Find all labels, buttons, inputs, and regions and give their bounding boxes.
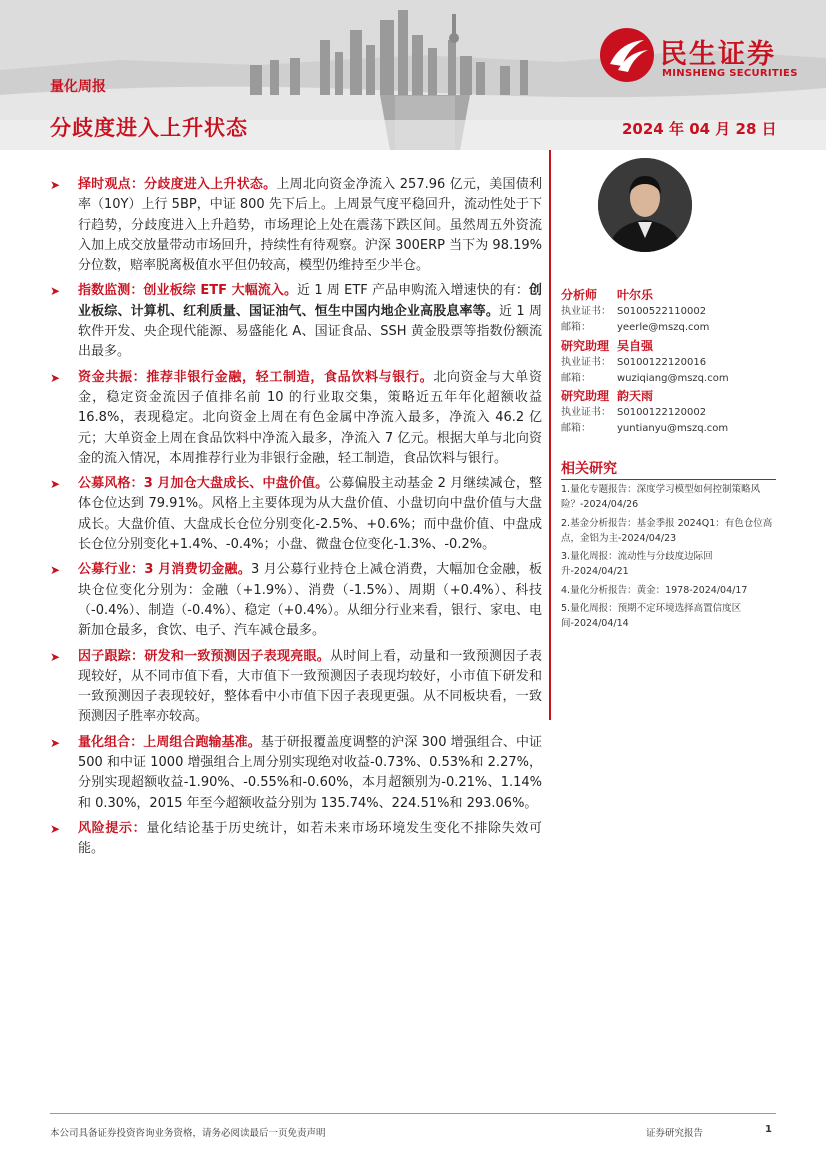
analyst-name: 韵天雨	[617, 389, 654, 404]
report-date: 2024 年 04 月 28 日	[622, 120, 777, 138]
company-logo	[598, 26, 808, 86]
paragraph-factor-tracking	[50, 647, 542, 728]
cert-number: S0100522110002	[617, 306, 707, 317]
related-research-list	[561, 482, 776, 635]
paragraph-tail: 近 1 周软件开发、央企现代能源、易盛能化 A、国证食品、SSH 黄金股票等指数份额流出最多。	[78, 303, 542, 360]
paragraph-quant-portfolio	[50, 733, 542, 814]
footer-report-label: 证券研究报告	[646, 1128, 704, 1139]
related-research-item[interactable]: 2.基金分析报告：基金季报 2024Q1：有色仓位高点，金铝为主-2024/04/23	[561, 517, 773, 544]
footer-divider	[50, 1113, 776, 1114]
paragraph-body: 量化结论基于历史统计，如若未来市场环境发生变化不排除失效可能。	[78, 820, 542, 857]
email-label: 邮箱：	[561, 372, 591, 384]
report-title: 分歧度进入上升状态	[50, 116, 248, 140]
paragraph-heading: 择时观点：分歧度进入上升状态。	[78, 177, 277, 192]
paragraph-heading: 公募风格：3 月加仓大盘成长、中盘价值。	[78, 476, 329, 492]
paragraph-heading: 公募行业：3 月消费切金融。	[78, 562, 252, 578]
related-research-title: 相关研究	[561, 461, 617, 477]
logo-chinese-name: 民生证券	[660, 39, 776, 70]
cert-label: 执业证书：	[561, 407, 611, 419]
related-research-item[interactable]: 4.量化分析报告：黄金：1978-2024/04/17	[561, 584, 748, 596]
paragraph-body: 北向资金与大单资金，稳定资金流因子值排名前 10 的行业取交集，策略近五年年化超额收益 16.8%，表现稳定。北向资金上周在有色金属中净流入最多，净流入 46.2 亿元；大单资金上周在食品饮料中净流入最多，净流入 7 亿元。根据大单与北向资金的流入情况，本周推荐行业为非银行金融，轻工制造，食品饮料与银行。	[78, 369, 542, 466]
analyst-photo	[598, 158, 692, 252]
related-research-item[interactable]: 5.量化周报：预期不定环境选择高置信度区间-2024/04/14	[561, 603, 742, 630]
analyst-entry	[561, 286, 781, 337]
email-address[interactable]: yeerle@mszq.com	[617, 322, 710, 334]
email-address[interactable]: yuntianyu@mszq.com	[617, 423, 729, 435]
header-banner	[0, 0, 826, 150]
analyst-portrait-image	[598, 158, 692, 252]
paragraph-body: 近 1 周 ETF 产品申购流入增速快的有：	[297, 283, 529, 299]
page-number: 1	[765, 1124, 772, 1135]
bullet-arrow-icon: ➤	[50, 735, 61, 750]
related-research-item[interactable]: 1.量化专题报告：深度学习模型如何控制策略风险？-2024/04/26	[561, 484, 761, 511]
bullet-arrow-icon: ➤	[50, 821, 61, 836]
main-content	[50, 175, 542, 865]
paragraph-body: 3 月公募行业持仓上减仓消费，大幅加仓金融，板块仓位变化分别为：金融（+1.9%）、消费（-1.5%）、周期（+0.4%）、科技（-0.4%）、制造（-0.4%）、稳定（+0.4%）。从细分行业来看，银行、家电、电新加仓最多，食饮、电子、汽车减仓最多。	[78, 562, 543, 639]
paragraph-fund-style	[50, 474, 542, 555]
cert-number: S0100122120016	[617, 356, 707, 368]
bullet-arrow-icon: ➤	[50, 370, 61, 385]
bullet-arrow-icon: ➤	[50, 477, 61, 492]
analyst-role: 研究助理	[561, 338, 610, 353]
paragraph-fund-industry	[50, 560, 542, 641]
column-divider	[549, 150, 551, 720]
paragraph-heading: 量化组合：上周组合跑输基准。	[78, 734, 261, 750]
email-address[interactable]: wuziqiang@mszq.com	[617, 372, 729, 384]
paragraph-bold-body: 创业板综、计算机、红利质量、国证油气、恒生中国内地企业高股息率等。	[78, 283, 542, 319]
analyst-role: 研究助理	[561, 389, 610, 404]
bullet-arrow-icon: ➤	[50, 563, 61, 578]
paragraph-body: 公募偏股主动基金 2 月继续减仓，整体仓位达到 79.91%。风格上主要体现为从大盘价值、小盘切向中盘价值与大盘成长。大盘价值、大盘成长仓位分别变化-2.5%、+0.6%；而中盘价值、中盘成长仓位分别变化+1.4%、-0.4%；小盘、微盘仓位变化-1.3%、-0.2%。	[78, 476, 542, 553]
analyst-name: 叶尔乐	[617, 288, 654, 302]
bullet-arrow-icon: ➤	[50, 284, 61, 299]
analyst-role: 分析师	[561, 288, 598, 302]
paragraph-risk-warning	[50, 819, 542, 860]
email-label: 邮箱：	[561, 423, 591, 435]
paragraph-heading: 指数监测：创业板综 ETF 大幅流入。	[78, 283, 298, 299]
paragraph-body: 从时间上看，动量和一致预测因子表现较好，从不同市值下看，大市值下一致预测因子表现均较好，小市值下研发和一致预测因子表现较好，整体看中小市值下因子表现更强。从不同板块看，一致预测因子胜率亦较高。	[78, 648, 542, 725]
cert-number: S0100122120002	[617, 407, 707, 419]
bullet-arrow-icon: ➤	[50, 649, 61, 664]
email-label: 邮箱：	[561, 322, 591, 334]
cert-label: 执业证书：	[561, 306, 611, 317]
paragraph-timing	[50, 175, 542, 276]
report-type: 量化周报	[50, 79, 106, 95]
analyst-entry	[561, 387, 781, 438]
analyst-entry	[561, 337, 781, 388]
paragraph-heading: 风险提示：	[78, 820, 147, 836]
paragraph-index-monitor	[50, 281, 542, 362]
footer-disclaimer: 本公司具备证券投资咨询业务资格，请务必阅读最后一页免责声明	[50, 1128, 326, 1139]
analyst-name: 吴自强	[617, 338, 654, 353]
paragraph-body: 基于研报覆盖度调整的沪深 300 增强组合、中证 500 和中证 1000 增强组合上周分别实现绝对收益-0.73%、0.53%和 2.27%，分别实现超额收益-1.90%、-0.55%和-0.60%，本月超额别为-0.21%、1.14%和 0.30%，2015 年至今超额收益分别为 135.74%、224.51%和 293.06%。	[78, 734, 542, 811]
bullet-arrow-icon: ➤	[50, 178, 61, 192]
paragraph-body: 上周北向资金净流入 257.96 亿元，美国债利率（10Y）上行 5BP，中证 800 先下后上。上周景气度平稳回升，流动性处于下行趋势，分歧度进入上升趋势，市场理论上处在震荡下跌区间。虽然周五外资流入加上成交放量带动市场回升，持续性有待观察。沪深 300ERP 当下为 98.19%分位数，赔率脱离极值水平但仍较高，模型仍维持至少半仓。	[78, 177, 542, 274]
paragraph-heading: 资金共振：推荐非银行金融，轻工制造，食品饮料与银行。	[78, 369, 434, 385]
analyst-list	[561, 286, 781, 438]
related-research-item[interactable]: 3.量化周报：流动性与分歧度边际回升-2024/04/21	[561, 551, 713, 578]
paragraph-heading: 因子跟踪：研发和一致预测因子表现亮眼。	[78, 648, 331, 664]
cert-label: 执业证书：	[561, 356, 611, 368]
minsheng-logo-icon	[598, 26, 656, 84]
related-research-divider	[561, 479, 776, 480]
logo-english-name: MINSHENG SECURITIES	[662, 68, 798, 79]
paragraph-fund-resonance	[50, 368, 542, 469]
